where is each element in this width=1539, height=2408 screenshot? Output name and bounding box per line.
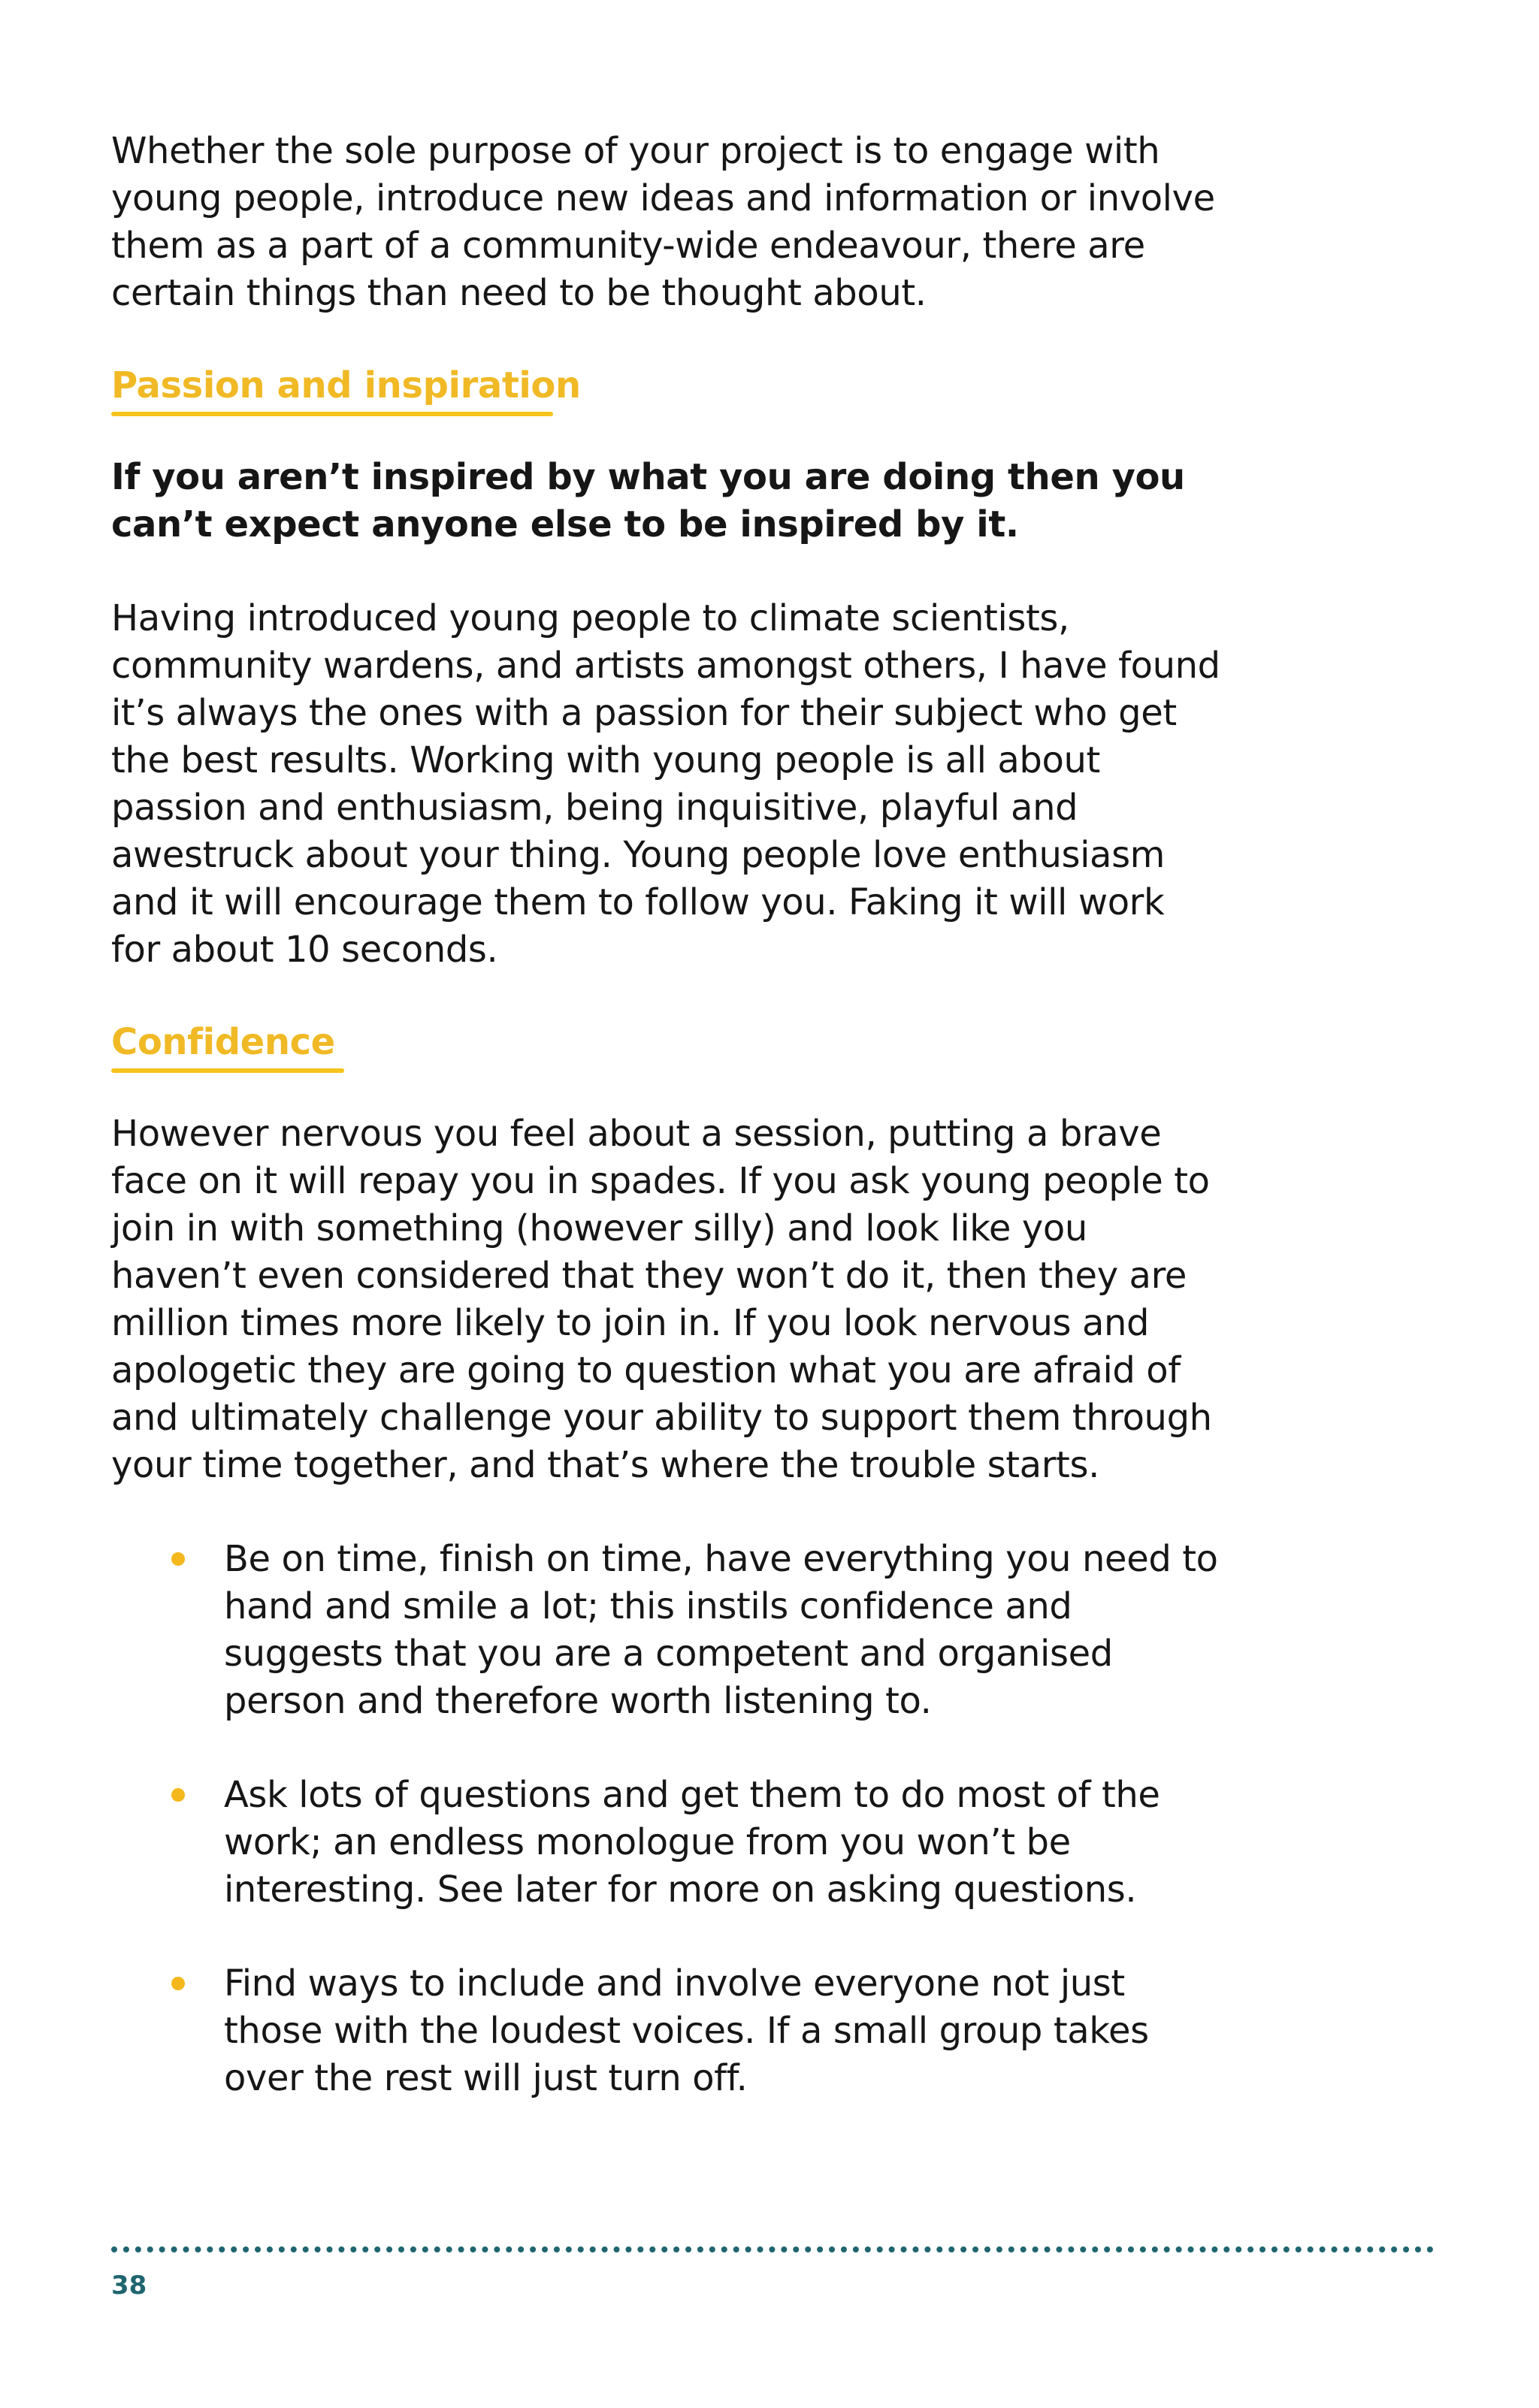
page-number: 38 <box>111 2271 147 2301</box>
list-item <box>224 1772 1223 1914</box>
section-heading-passion <box>111 364 581 416</box>
section-heading-confidence <box>111 1020 344 1073</box>
passion-bold-statement: If you aren’t inspired by what you are doing then you can’t expect anyone else to be inspired by it. <box>111 456 1185 545</box>
footer-divider <box>111 2246 1434 2252</box>
intro-paragraph: Whether the sole purpose of your project is to engage with young people, introduce new ideas and information or involve them as a part of a community-wide endeavour, there are certain things than need to be thought about. <box>111 130 1215 314</box>
list-item-text: Ask lots of questions and get them to do most of the work; an endless monologue from you won’t be interesting. See later for more on asking questions. <box>224 1774 1160 1911</box>
list-item <box>224 1536 1223 1725</box>
confidence-body-paragraph: However nervous you feel about a session, putting a brave face on it will repay you in spades. If you ask young people to join in with something (however silly) and look like you haven’t even considered that they won’t do it, then they are million times more likely to join in. If you look nervous and apologetic they are going to question what you are afraid of and ultimately challenge your ability to support them through your time together, and that’s where the trouble starts. <box>111 1113 1212 1486</box>
bullet-dot-icon <box>171 1977 185 1990</box>
list-item <box>224 1960 1223 2102</box>
confidence-bullet-list <box>111 1536 1223 2102</box>
passion-body-paragraph: Having introduced young people to climate scientists, community wardens, and artists amongst others, I have found it’s always the ones with a passion for their subject who get the best results. Working with young people is all about passion and enthusiasm, being inquisitive, playful and awestruck about your thing. Young people love enthusiasm and it will encourage them to follow you. Faking it will work for about 10 seconds. <box>111 597 1220 971</box>
bullet-dot-icon <box>171 1552 185 1566</box>
passion-heading-block <box>111 364 1223 416</box>
heading-underline <box>111 412 553 416</box>
page-content <box>111 128 1223 2102</box>
confidence-heading-block <box>111 1020 1223 1073</box>
section-heading-confidence-text: Confidence <box>111 1021 335 1063</box>
section-heading-passion-text: Passion and inspiration <box>111 364 581 406</box>
heading-underline <box>111 1068 344 1073</box>
list-item-text: Be on time, finish on time, have everything you need to hand and smile a lot; this instils confidence and suggests that you are a competent and organised person and therefore worth listening to. <box>224 1538 1218 1722</box>
bullet-dot-icon <box>171 1788 185 1802</box>
list-item-text: Find ways to include and involve everyone not just those with the loudest voices. If a small group takes over the rest will just turn off. <box>224 1962 1149 2099</box>
